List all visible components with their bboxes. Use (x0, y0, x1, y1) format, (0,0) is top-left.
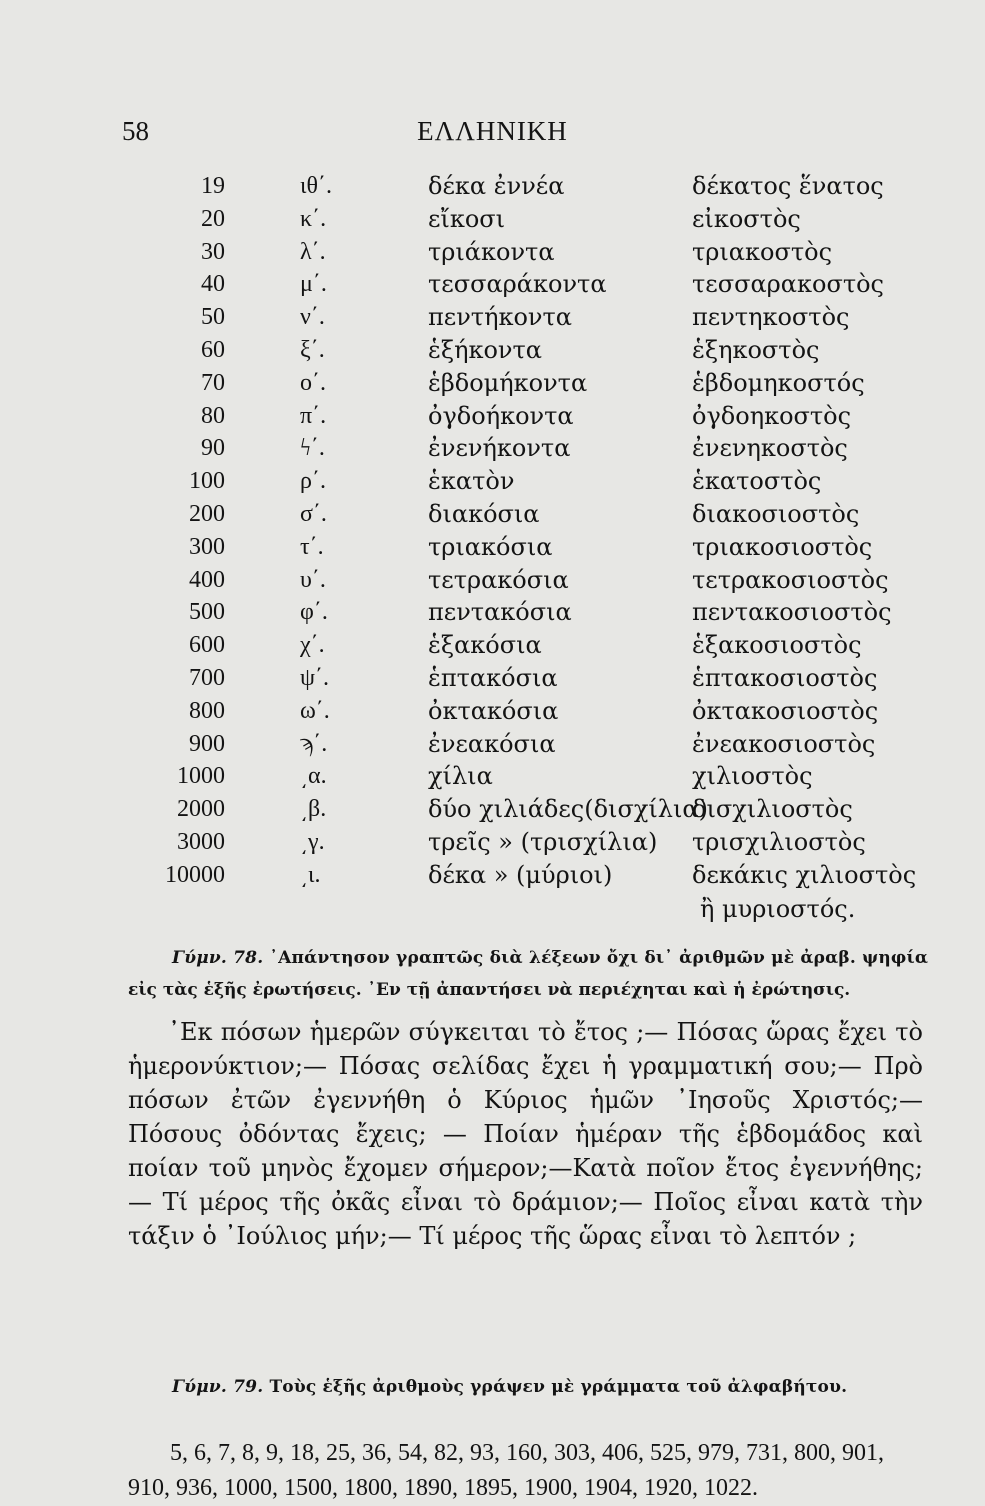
cardinal-word: ἐνεακόσια (428, 729, 556, 758)
numeral-row (0, 596, 985, 629)
arabic-numeral: 600 (189, 632, 225, 659)
greek-numeral: ρ΄. (300, 468, 326, 495)
greek-numeral: τ΄. (300, 533, 324, 560)
cardinal-word: δύο χιλιάδες(δισχίλια) (428, 795, 708, 824)
exercise-78-line1: ᾿Απάντησον γραπτῶς διὰ λέξεων ὄχι δι᾿ ἀριθμῶν μὲ ἀραβ. ψηφία (269, 948, 929, 968)
numeral-row (0, 629, 985, 662)
arabic-numeral: 10000 (165, 861, 225, 888)
ordinal-word: δεκάκις χιλιοστὸς (692, 860, 917, 889)
numeral-row (0, 695, 985, 728)
greek-numeral: μ΄. (300, 271, 327, 298)
ordinal-word: πεντηκοστὸς (692, 303, 850, 332)
ordinal-word: δέκατος ἕνατος (692, 172, 884, 200)
numeral-row (0, 334, 985, 367)
numeral-row (0, 728, 985, 761)
cardinal-word: διακόσια (428, 499, 540, 528)
greek-numeral: ͵γ. (300, 828, 325, 855)
ordinal-word: ἑξακοσιοστὸς (692, 631, 862, 660)
arabic-numeral: 900 (189, 730, 225, 757)
cardinal-word: πεντήκοντα (428, 303, 572, 332)
exercise-79-heading (172, 1377, 932, 1397)
ordinal-extra: ἢ μυριοστός. (700, 895, 856, 923)
cardinal-word: τεσσαράκοντα (428, 270, 607, 299)
numeral-row (0, 859, 985, 892)
greek-numeral: χ΄. (300, 632, 325, 659)
numeral-row (0, 498, 985, 531)
arabic-numeral: 200 (189, 500, 225, 527)
arabic-numeral: 60 (201, 336, 225, 363)
ordinal-word: ἑβδομηκοστός (692, 368, 865, 397)
arabic-numeral: 30 (201, 238, 225, 265)
arabic-numeral: 80 (201, 402, 225, 429)
cardinal-word: πεντακόσια (428, 598, 572, 627)
ordinal-word: ἐνεακοσιοστὸς (692, 729, 876, 758)
numeral-row (0, 793, 985, 826)
exercise-78-line2: εἰς τὰς ἑξῆς ἐρωτήσεις. ᾿Εν τῇ ἀπαντήσει νὰ περιέχηται καὶ ἡ ἐρώτησις. (128, 980, 851, 1000)
numeral-row (0, 268, 985, 301)
numeral-row (0, 564, 985, 597)
ordinal-word: τεσσαρακοστὸς (692, 270, 884, 299)
numeral-row (0, 465, 985, 498)
ordinal-word: ἑκατοστὸς (692, 467, 822, 496)
cardinal-word: ἐνενήκοντα (428, 434, 571, 463)
greek-numeral: λ΄. (300, 238, 326, 265)
numeral-row (0, 236, 985, 269)
greek-numeral: π΄. (300, 402, 327, 429)
exercise-79-text: Τοὺς ἑξῆς ἀριθμοὺς γράψεν μὲ γράμματα τοῦ ἀλφαβήτου. (269, 1377, 848, 1397)
greek-numeral: ϟ΄. (300, 435, 325, 462)
ordinal-word: τρισχιλιοστὸς (692, 827, 866, 856)
exercise-78-heading (172, 948, 932, 968)
greek-numeral: ͵α. (300, 763, 327, 790)
greek-numeral: ψ΄. (300, 664, 330, 691)
greek-numeral: ω΄. (300, 697, 330, 724)
cardinal-word: ἑξήκοντα (428, 335, 542, 364)
cardinal-word: τρεῖς » (τρισχίλια) (428, 827, 658, 856)
cardinal-word: τριάκοντα (428, 237, 555, 266)
greek-numeral: φ΄. (300, 599, 328, 626)
ordinal-word: χιλιοστὸς (692, 762, 813, 791)
ordinal-word: ὀκτακοσιοστὸς (692, 696, 879, 725)
ordinal-word: διακοσιοστὸς (692, 499, 860, 528)
arabic-numeral: 19 (201, 173, 225, 199)
arabic-numeral: 3000 (177, 828, 225, 855)
exercise-79-label: Γύμν. 79. (172, 1377, 264, 1397)
numeral-row (0, 531, 985, 564)
ordinal-word: εἰκοστὸς (692, 204, 801, 233)
greek-numeral: ιθ΄. (300, 173, 332, 199)
cardinal-word: ἑξακόσια (428, 631, 542, 660)
numeral-row (0, 662, 985, 695)
numeral-row (0, 203, 985, 236)
arabic-numeral: 70 (201, 369, 225, 396)
numerals-table (0, 170, 985, 892)
ordinal-word: ἐνενηκοστὸς (692, 434, 848, 463)
arabic-numeral: 100 (189, 468, 225, 495)
arabic-numeral: 50 (201, 304, 225, 331)
page-number: 58 (122, 116, 149, 146)
greek-numeral: ϡ΄. (300, 730, 328, 757)
arabic-numeral: 90 (201, 435, 225, 462)
greek-numeral: ξ΄. (300, 336, 325, 363)
cardinal-word: δέκα » (μύριοι) (428, 860, 613, 889)
cardinal-word: τετρακόσια (428, 565, 569, 594)
greek-numeral: ν΄. (300, 304, 325, 331)
exercise-78-questions: ᾿Εκ πόσων ἡμερῶν σύγκειται τὸ ἔτος ;— Πόσας ὥρας ἔχει τὸ ἡμερονύκτιον;— Πόσας σελίδας ἔχει ἡ γραμματική σου;— Πρὸ πόσων ἐτῶν ἐγεννήθη ὁ Κύριος ἡμῶν ᾿Ιησοῦς Χριστός;— Πόσους ὀδόντας ἔχεις; — Ποίαν ἡμέραν τῆς ἑβδομάδος καὶ ποίαν τοῦ μηνὸς ἔχομεν σήμερον;—Κατὰ ποῖον ἔτος ἐγεννήθης;— Τί μέρος τῆς ὀκᾶς εἶναι τὸ δράμιον;— Ποῖος εἶναι κατὰ τὴν τάξιν ὁ ᾿Ιούλιος μήν;— Τί μέρος τῆς ὥρας εἶναι τὸ λεπτόν ; (128, 1018, 923, 1250)
greek-numeral: ͵β. (300, 796, 327, 823)
numeral-row (0, 432, 985, 465)
exercise-79-number-list: 5, 6, 7, 8, 9, 18, 25, 36, 54, 82, 93, 160, 303, 406, 525, 979, 731, 800, 901, 910, 936, 1000, 1500, 1800, 1890, 1895, 1900, 1904, 1920, 1022. (128, 1440, 884, 1501)
ordinal-word: τριακοστὸς (692, 237, 833, 266)
cardinal-word: ὀγδοήκοντα (428, 401, 574, 430)
ordinal-word: τετρακοσιοστὸς (692, 565, 889, 594)
numeral-row (0, 301, 985, 334)
ordinal-word: ἑξηκοστὸς (692, 335, 820, 364)
cardinal-word: ὀκτακόσια (428, 696, 559, 725)
ordinal-word: δισχιλιοστὸς (692, 795, 853, 824)
greek-numeral: ο΄. (300, 369, 326, 396)
arabic-numeral: 700 (189, 664, 225, 691)
cardinal-word: εἴκοσι (428, 204, 506, 233)
cardinal-word: τριακόσια (428, 532, 553, 561)
ordinal-word: ὀγδοηκοστὸς (692, 401, 852, 430)
greek-numeral: σ΄. (300, 500, 327, 527)
ordinal-word: ἑπτακοσιοστὸς (692, 663, 878, 692)
arabic-numeral: 300 (189, 533, 225, 560)
numeral-row (0, 760, 985, 793)
arabic-numeral: 500 (189, 599, 225, 626)
numeral-row (0, 826, 985, 859)
greek-numeral: υ΄. (300, 566, 326, 593)
ordinal-word: τριακοσιοστὸς (692, 532, 873, 561)
ordinal-word: πεντακοσιοστὸς (692, 598, 892, 627)
arabic-numeral: 800 (189, 697, 225, 724)
exercise-78-label: Γύμν. 78. (172, 948, 264, 968)
cardinal-word: ἑβδομήκοντα (428, 368, 588, 397)
arabic-numeral: 1000 (177, 763, 225, 790)
page-header (0, 116, 985, 156)
numeral-row (0, 170, 985, 203)
numeral-row (0, 400, 985, 433)
arabic-numeral: 20 (201, 205, 225, 232)
greek-numeral: ͵ι. (300, 861, 321, 888)
arabic-numeral: 2000 (177, 796, 225, 823)
page-title: ΕΛΛΗΝΙΚΗ (417, 116, 568, 146)
cardinal-word: δέκα ἐννέα (428, 172, 565, 200)
cardinal-word: ἑκατὸν (428, 467, 515, 496)
arabic-numeral: 40 (201, 271, 225, 298)
greek-numeral: κ΄. (300, 205, 327, 232)
numeral-row (0, 367, 985, 400)
arabic-numeral: 400 (189, 566, 225, 593)
cardinal-word: ἑπτακόσια (428, 663, 558, 692)
cardinal-word: χίλια (428, 762, 493, 791)
